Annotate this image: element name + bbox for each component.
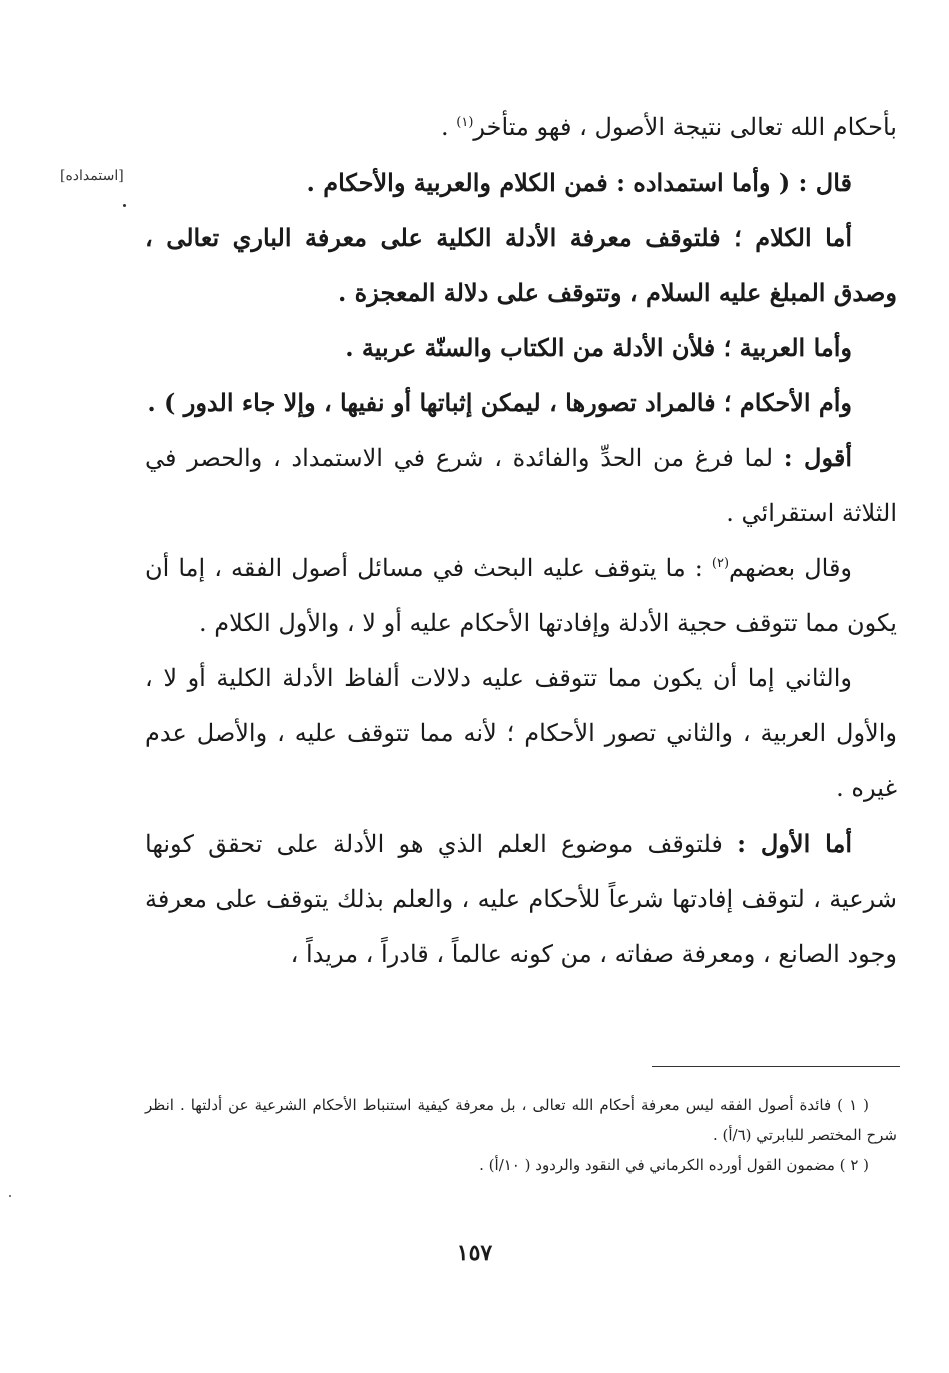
paragraph-9 <box>145 816 897 982</box>
paragraph-9-lead: أما الأول : <box>737 829 852 858</box>
scan-speck <box>9 1195 11 1197</box>
paragraph-6-lead: أقول : <box>783 443 852 472</box>
main-text <box>145 100 897 982</box>
paragraph-6 <box>145 430 897 541</box>
paragraph-5: وأم الأحكام ؛ فالمراد تصورها ، ليمكن إثباتها أو نفيها ، وإلا جاء الدور ) . <box>147 388 852 417</box>
paragraph-9-text: فلتوقف موضوع العلم الذي هو الأدلة على تحقق كونها شرعية ، لتوقف إفادتها شرعاً للأحكام عليه ، والعلم بذلك يتوقف على معرفة وجود الصانع ، ومعرفة صفاته ، من كونه عالماً ، قادراً ، مريداً ، <box>145 830 897 968</box>
margin-dot <box>123 204 126 207</box>
paragraph-7-text-before: وقال بعضهم <box>729 554 853 582</box>
paragraph-1 <box>145 100 897 155</box>
margin-note: [استمداده] <box>60 168 124 184</box>
paragraph-7 <box>145 541 897 651</box>
paragraph-1-text: بأحكام الله تعالى نتيجة الأصول ، فهو متأخر <box>473 113 897 141</box>
footnote-2: ( ٢ ) مضمون القول أورده الكرماني في النقود والردود ( ١٠/أ) . <box>479 1156 869 1174</box>
paragraph-2: قال : ( وأما استمداده : فمن الكلام والعربية والأحكام . <box>306 168 852 197</box>
footnote-ref-1[interactable]: (١) <box>456 115 474 130</box>
footnote-1: ( ١ ) فائدة أصول الفقه ليس معرفة أحكام الله تعالى ، بل معرفة كيفية استنباط الأحكام الشرعية عن أدلتها . انظر شرح المختصر للبابرتي (٦/أ) . <box>145 1096 897 1144</box>
page-number: ١٥٧ <box>456 1240 493 1266</box>
paragraph-7-text-after: : ما يتوقف عليه البحث في مسائل أصول الفقه ، إما أن يكون مما تتوقف حجية الأدلة وإفادتها الأحكام عليه أو لا ، والأول الكلام . <box>145 554 897 637</box>
paragraph-6-text: لما فرغ من الحدِّ والفائدة ، شرع في الاستمداد ، والحصر في الثلاثة استقرائي . <box>145 444 897 527</box>
paragraph-3: أما الكلام ؛ فلتوقف معرفة الأدلة الكلية على معرفة الباري تعالى ، وصدق المبلغ عليه السلام ، وتتوقف على دلالة المعجزة . <box>145 223 897 307</box>
paragraph-1-end: . <box>440 113 457 141</box>
footnotes <box>145 1090 897 1180</box>
footnote-ref-2[interactable]: (٢) <box>711 556 730 571</box>
paragraph-4: وأما العربية ؛ فلأن الأدلة من الكتاب والسنّة عربية . <box>345 333 852 362</box>
footnote-divider <box>652 1066 900 1067</box>
paragraph-8: والثاني إما أن يكون مما تتوقف عليه دلالات ألفاظ الأدلة الكلية أو لا ، والأول العربية ، والثاني تصور الأحكام ؛ لأنه مما تتوقف عليه ، والأصل عدم غيره . <box>145 664 897 802</box>
